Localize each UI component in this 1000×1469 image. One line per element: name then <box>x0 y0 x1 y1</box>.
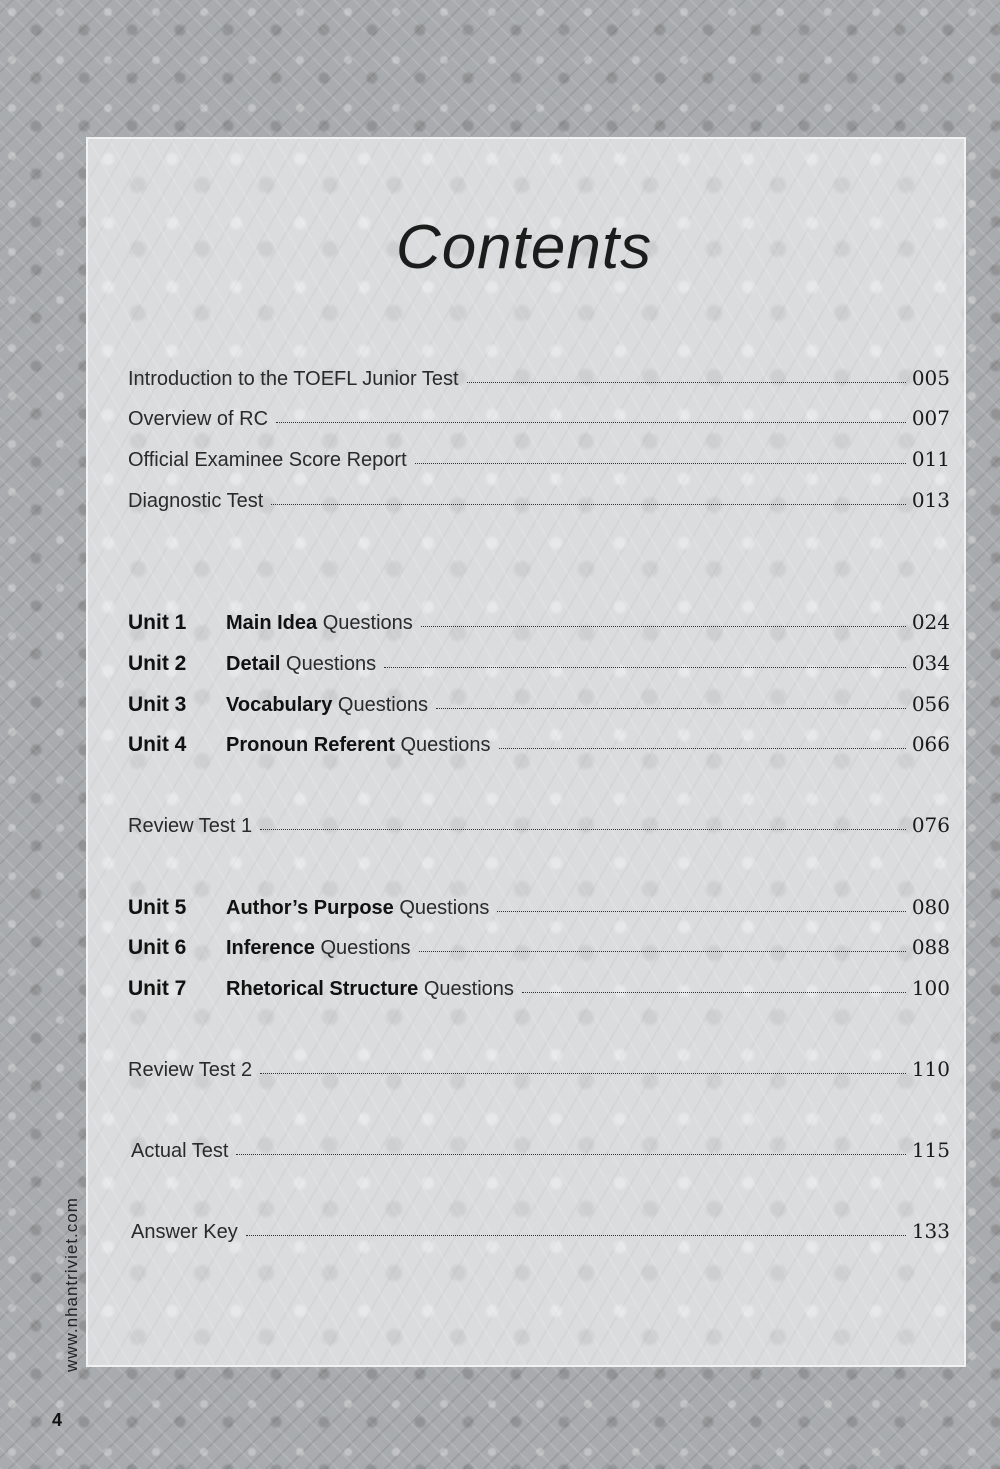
unit-topic: Pronoun Referent <box>226 734 395 756</box>
unit-topic: Author’s Purpose <box>226 897 394 919</box>
toc-entry-unit-1[interactable] <box>128 610 950 640</box>
toc-entry-label: Review Test 2 <box>128 1059 253 1081</box>
unit-topic: Rhetorical Structure <box>226 978 419 1000</box>
toc-entry-page: 011 <box>911 447 950 471</box>
dot-leader <box>271 503 906 505</box>
toc-entry-diagnostic[interactable] <box>128 488 950 518</box>
dot-leader <box>419 950 906 952</box>
toc-entry-page: 088 <box>911 935 950 959</box>
toc-entry-label: Diagnostic Test <box>128 490 264 512</box>
toc-entry-overview[interactable] <box>128 406 950 436</box>
dot-leader <box>436 707 906 709</box>
toc-entry-answer-key[interactable] <box>131 1219 950 1249</box>
dot-leader <box>260 1072 906 1074</box>
unit-suffix: Questions <box>337 694 428 716</box>
unit-label: Unit 3 <box>128 693 187 716</box>
toc-entry-page: 066 <box>911 732 950 756</box>
unit-label: Unit 2 <box>128 652 187 675</box>
unit-suffix: Questions <box>322 612 413 634</box>
unit-suffix: Questions <box>400 734 491 756</box>
toc-entry-page: 080 <box>911 895 950 919</box>
unit-label: Unit 1 <box>128 611 187 634</box>
toc-entry-page: 115 <box>911 1138 950 1162</box>
unit-label: Unit 7 <box>128 977 187 1000</box>
toc-entry-review-test-1[interactable] <box>128 813 950 843</box>
dot-leader <box>276 421 906 423</box>
toc-entry-label: Overview of RC <box>128 408 269 430</box>
dot-leader <box>236 1153 905 1155</box>
dot-leader <box>421 625 906 627</box>
toc-entry-page: 024 <box>911 610 950 634</box>
toc-entry-page: 013 <box>911 488 950 512</box>
toc-entry-unit-4[interactable] <box>128 732 950 762</box>
unit-label: Unit 5 <box>128 896 187 919</box>
toc-entry-score-report[interactable] <box>128 447 950 477</box>
dot-leader <box>246 1234 906 1236</box>
dot-leader <box>415 462 906 464</box>
page-number: 4 <box>52 1410 63 1430</box>
unit-suffix: Questions <box>286 653 377 675</box>
toc-entry-unit-3[interactable] <box>128 692 950 722</box>
unit-suffix: Questions <box>320 937 411 959</box>
toc-entry-unit-5[interactable] <box>128 895 950 925</box>
toc-entry-introduction[interactable] <box>128 366 950 396</box>
toc-entry-page: 007 <box>911 406 950 430</box>
toc-entry-page: 100 <box>911 976 950 1000</box>
unit-topic: Main Idea <box>226 612 318 634</box>
unit-suffix: Questions <box>423 978 514 1000</box>
toc-entry-page: 005 <box>911 366 950 390</box>
toc-entry-label: Official Examinee Score Report <box>128 449 407 471</box>
toc-entry-unit-6[interactable] <box>128 935 950 965</box>
unit-topic: Detail <box>226 653 281 675</box>
toc-entry-review-test-2[interactable] <box>128 1057 950 1087</box>
toc-entry-page: 133 <box>911 1219 950 1243</box>
dot-leader <box>497 910 905 912</box>
toc-entry-label: Answer Key <box>131 1221 238 1243</box>
publisher-url: www.nhantriviet.com <box>62 1197 81 1372</box>
toc-entry-page: 034 <box>911 651 950 675</box>
page-title: Contents <box>395 213 653 282</box>
unit-topic: Inference <box>226 937 315 959</box>
unit-suffix: Questions <box>399 897 490 919</box>
unit-topic: Vocabulary <box>226 694 333 716</box>
toc-entry-label: Review Test 1 <box>128 815 253 837</box>
dot-leader <box>499 747 906 749</box>
toc-entry-label: Introduction to the TOEFL Junior Test <box>128 368 459 390</box>
dot-leader <box>384 666 906 668</box>
dot-leader <box>522 991 906 993</box>
unit-label: Unit 6 <box>128 936 187 959</box>
dot-leader <box>260 828 906 830</box>
toc-entry-label: Actual Test <box>131 1140 229 1162</box>
toc-entry-actual-test[interactable] <box>131 1138 950 1168</box>
toc-entry-unit-7[interactable] <box>128 976 950 1006</box>
toc-entry-page: 056 <box>911 692 950 716</box>
toc-entry-unit-2[interactable] <box>128 651 950 681</box>
toc-entry-page: 110 <box>911 1057 950 1081</box>
toc-entry-page: 076 <box>911 813 950 837</box>
dot-leader <box>467 381 906 383</box>
unit-label: Unit 4 <box>128 733 187 756</box>
